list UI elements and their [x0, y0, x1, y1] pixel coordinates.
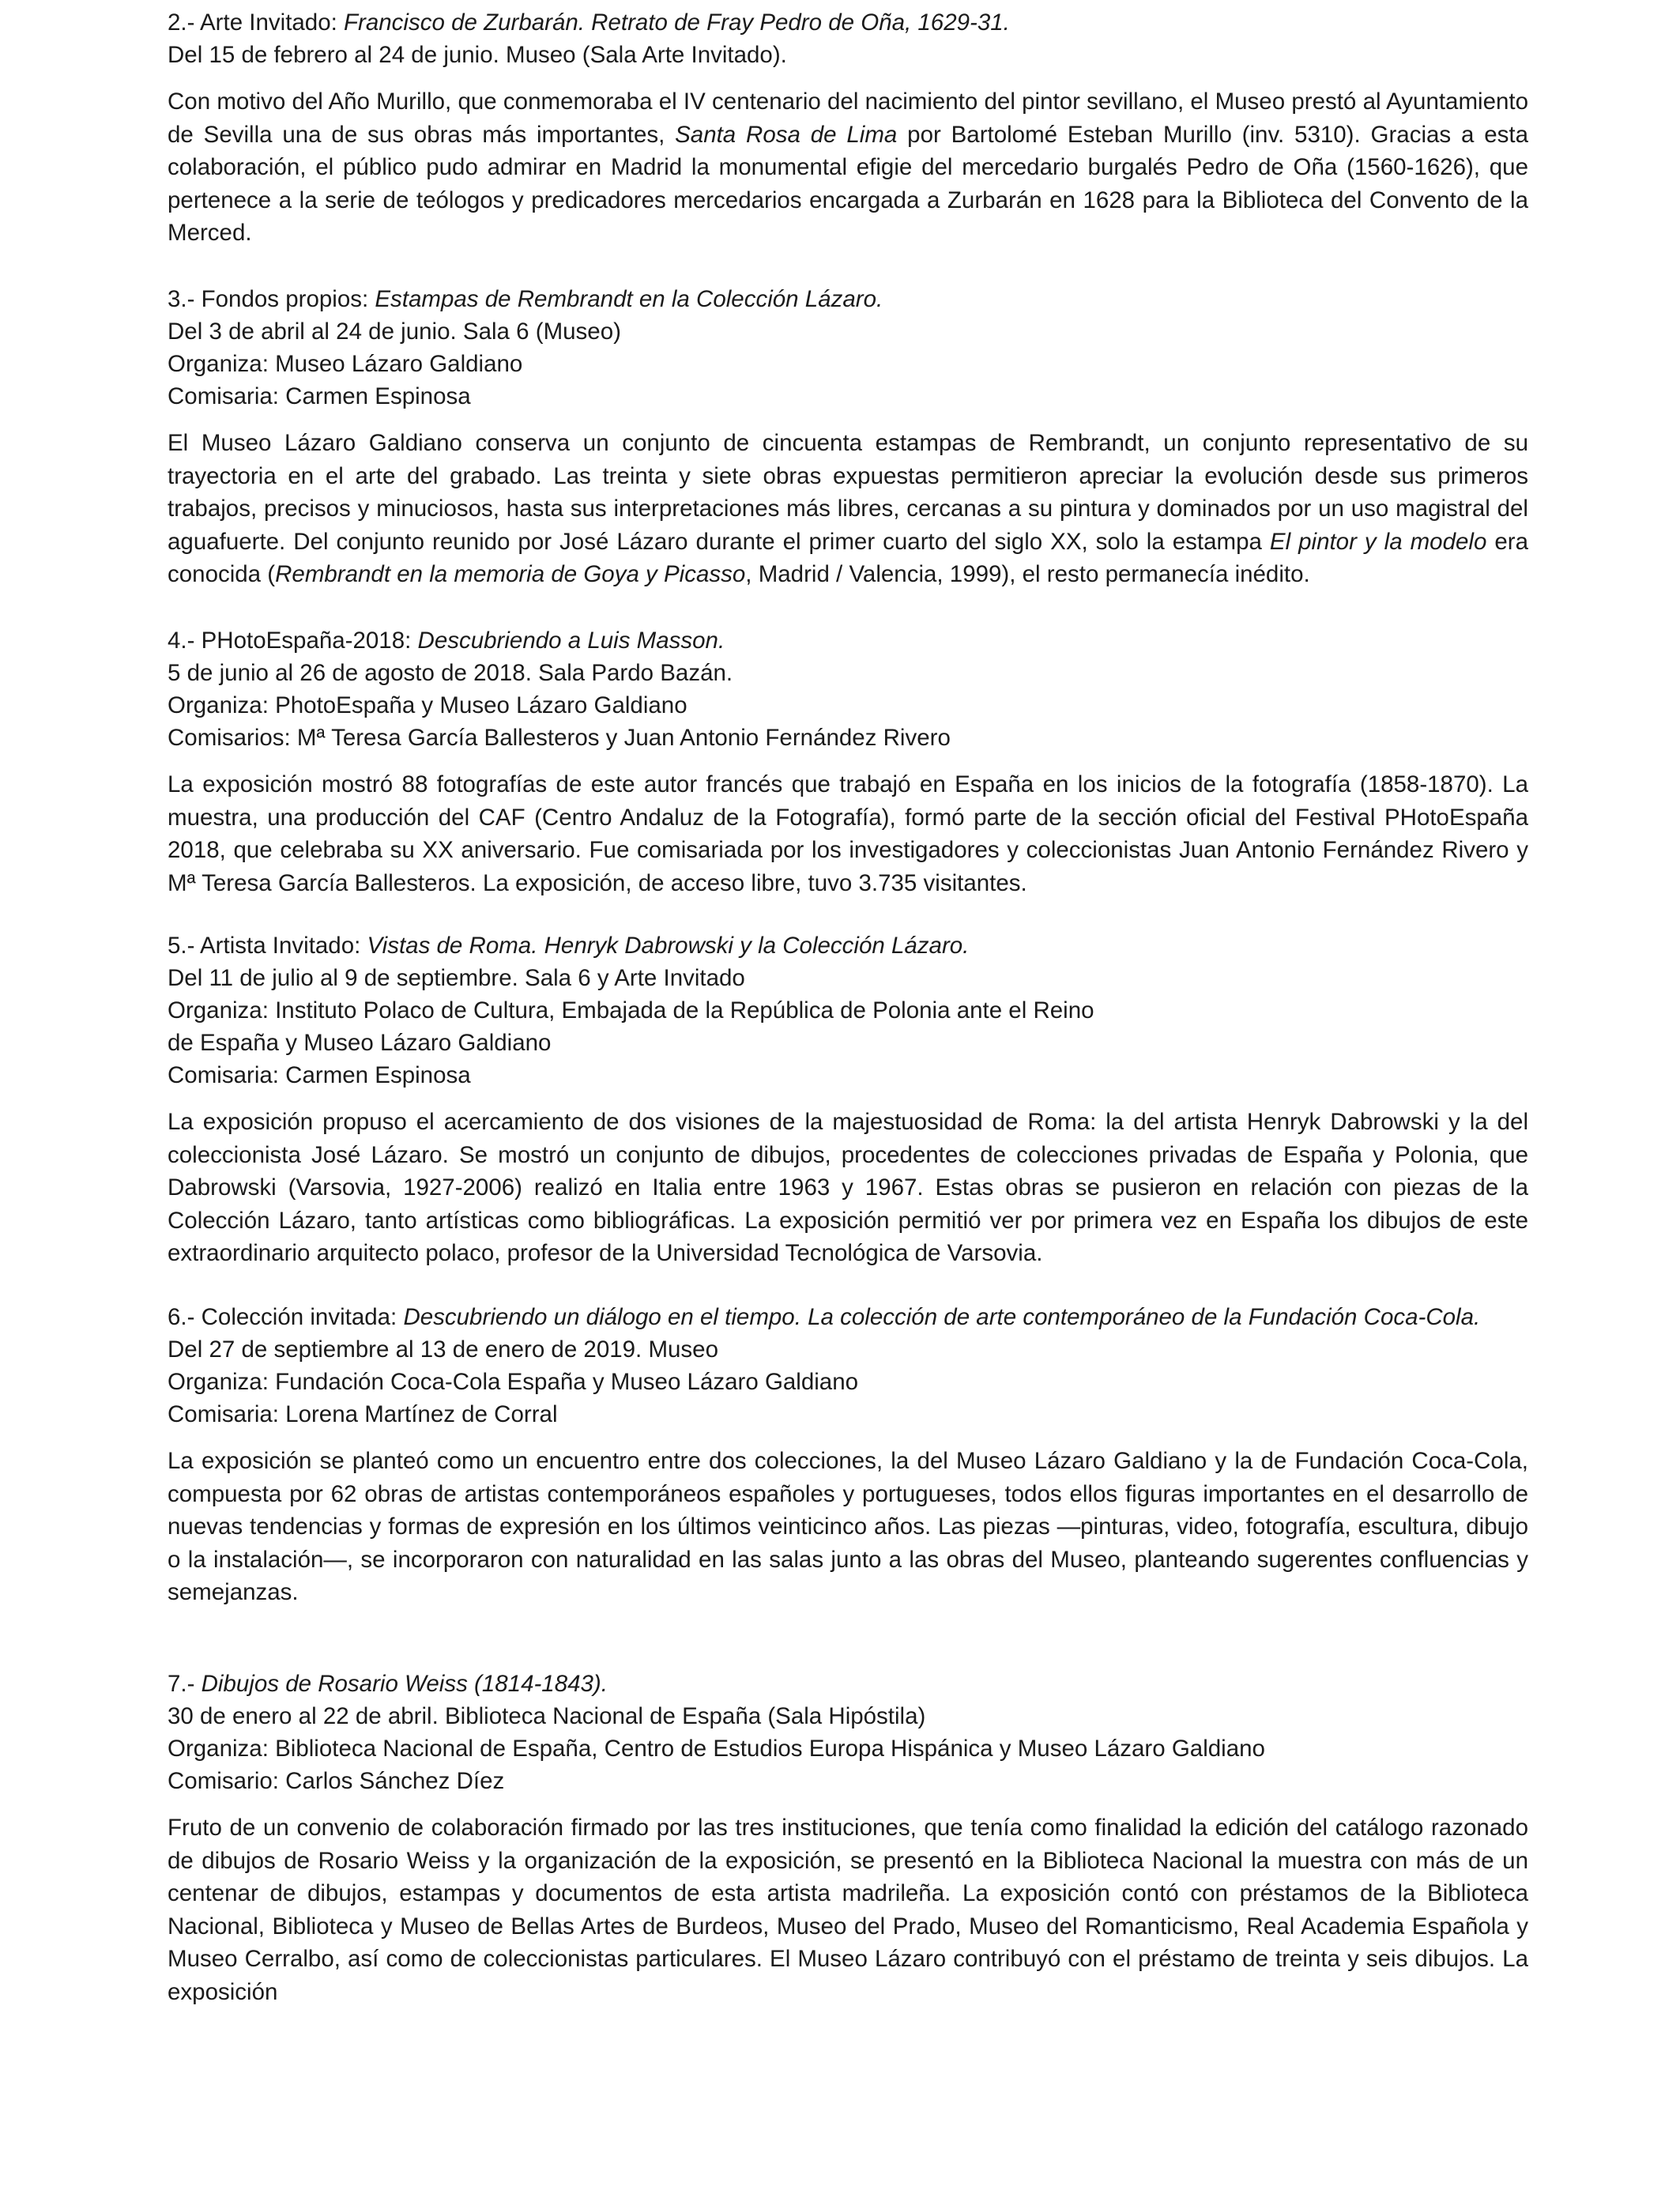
section-dates: Del 15 de febrero al 24 de junio. Museo (Sala Arte Invitado). [168, 42, 787, 68]
section-body: Fruto de un convenio de colaboración firmado por las tres instituciones, que tenía como finalidad la edición del catálogo razonado de dibujos de Rosario Weiss y la organización de la exposición, se presentó en la Biblioteca Nacional la muestra con más de un centenar de dibujos, estampas y documentos de esta artista madrileña. La exposición contó con préstamos de la Biblioteca Nacional, Biblioteca y Museo de Bellas Artes de Burdeos, Museo del Prado, Museo del Romanticismo, Real Academia Española y Museo Cerralbo, así como de coleccionistas particulares. El Museo Lázaro contribuyó con el préstamo de treinta y seis dibujos. La exposición [168, 1815, 1528, 2005]
section-curator: Comisaria: Carmen Espinosa [168, 1062, 471, 1088]
section-organizer: Organiza: PhotoEspaña y Museo Lázaro Galdiano [168, 692, 687, 718]
section-heading [168, 283, 1528, 315]
section-body: El Museo Lázaro Galdiano conserva un conjunto de cincuenta estampas de Rembrandt, un conjunto representativo de su trayectoria en el arte del grabado. Las treinta y siete obras expuestas permitieron apreciar la evolución desde sus primeros trabajos, precisos y minuciosos, hasta sus interpretaciones más libres, cercanas a su pintura y dominados por un uso magistral del aguafuerte. Del conjunto reunido por José Lázaro durante el primer cuarto del siglo XX, solo la estampa El pintor y la modelo era conocida (Rembrandt en la memoria de Goya y Picasso, Madrid / Valencia, 1999), el resto permanecía inédito. [168, 430, 1528, 587]
section-dates: Del 3 de abril al 24 de junio. Sala 6 (Museo) [168, 319, 621, 345]
section-category: Fondos propios: [201, 286, 375, 312]
section-title: Descubriendo a Luis Masson. [417, 628, 725, 654]
section-body: Con motivo del Año Murillo, que conmemoraba el IV centenario del nacimiento del pintor sevillano, el Museo prestó al Ayuntamiento de Sevilla una de sus obras más importantes, Santa Rosa de Lima por Bartolomé Esteban Murillo (inv. 5310). Gracias a esta colaboración, el público pudo admirar en Madrid la monumental efigie del mercedario burgalés Pedro de Oña (1560-1626), que pertenece a la serie de teólogos y predicadores mercedarios encargada a Zurbarán en 1628 para la Biblioteca del Convento de la Merced. [168, 89, 1528, 246]
section-heading [168, 1668, 1528, 1700]
section-heading [168, 6, 1528, 39]
section-number: 2.- [168, 9, 200, 36]
section-heading [168, 1301, 1528, 1333]
section-2 [168, 6, 1528, 250]
section-4 [168, 624, 1528, 899]
section-heading [168, 624, 1528, 657]
publication-title: Rembrandt en la memoria de Goya y Picasso [275, 561, 746, 587]
section-curator: Comisaria: Lorena Martínez de Corral [168, 1401, 558, 1427]
section-number: 7.- [168, 1671, 202, 1697]
section-dates: 30 de enero al 22 de abril. Biblioteca Nacional de España (Sala Hipóstila) [168, 1703, 926, 1729]
section-heading [168, 929, 1528, 962]
section-title: Francisco de Zurbarán. Retrato de Fray Pedro de Oña, 1629-31. [344, 9, 1010, 36]
section-5 [168, 929, 1528, 1270]
section-7 [168, 1668, 1528, 2008]
section-curator: Comisario: Carlos Sánchez Díez [168, 1768, 505, 1794]
section-number: 5.- [168, 933, 200, 959]
section-dates: Del 27 de septiembre al 13 de enero de 2019. Museo [168, 1336, 718, 1363]
section-organizer-continued: de España y Museo Lázaro Galdiano [168, 1030, 552, 1056]
section-number: 6.- [168, 1304, 202, 1330]
section-category: Arte Invitado: [200, 9, 345, 36]
section-organizer: Organiza: Fundación Coca-Cola España y Museo Lázaro Galdiano [168, 1369, 859, 1395]
section-dates: 5 de junio al 26 de agosto de 2018. Sala Pardo Bazán. [168, 660, 733, 686]
section-3 [168, 283, 1528, 591]
section-title: Descubriendo un diálogo en el tiempo. La colección de arte contemporáneo de la Fundación Coca-Cola. [403, 1304, 1481, 1330]
section-organizer: Organiza: Instituto Polaco de Cultura, Embajada de la República de Polonia ante el Reino [168, 997, 1094, 1023]
artwork-title: Santa Rosa de Lima [675, 121, 898, 148]
section-body: La exposición mostró 88 fotografías de este autor francés que trabajó en España en los inicios de la fotografía (1858-1870). La muestra, una producción del CAF (Centro Andaluz de la Fotografía), formó parte de la sección oficial del Festival PHotoEspaña 2018, que celebraba su XX aniversario. Fue comisariada por los investigadores y coleccionistas Juan Antonio Fernández Rivero y Mª Teresa García Ballesteros. La exposición, de acceso libre, tuvo 3.735 visitantes. [168, 771, 1528, 896]
section-category: PHotoEspaña-2018: [201, 628, 418, 654]
section-category: Artista Invitado: [200, 933, 367, 959]
section-body: La exposición se planteó como un encuentro entre dos colecciones, la del Museo Lázaro Galdiano y la de Fundación Coca-Cola, compuesta por 62 obras de artistas contemporáneos españoles y portugueses, todos ellos figuras importantes en el desarrollo de nuevas tendencias y formas de expresión en los últimos veinticinco años. Las piezas —pinturas, video, fotografía, escultura, dibujo o la instalación—, se incorporaron con naturalidad en las salas junto a las obras del Museo, planteando sugerentes confluencias y semejanzas. [168, 1448, 1528, 1605]
section-number: 4.- [168, 628, 202, 654]
section-title: Estampas de Rembrandt en la Colección Lázaro. [375, 286, 883, 312]
artwork-title: El pintor y la modelo [1269, 528, 1487, 555]
section-curator: Comisarios: Mª Teresa García Ballesteros y Juan Antonio Fernández Rivero [168, 725, 951, 751]
section-curator: Comisaria: Carmen Espinosa [168, 383, 471, 409]
section-category: Colección invitada: [201, 1304, 404, 1330]
section-organizer: Organiza: Museo Lázaro Galdiano [168, 351, 523, 377]
section-title: Vistas de Roma. Henryk Dabrowski y la Colección Lázaro. [367, 933, 970, 959]
section-title: Dibujos de Rosario Weiss (1814-1843). [201, 1671, 608, 1697]
section-6 [168, 1301, 1528, 1609]
section-number: 3.- [168, 286, 202, 312]
section-organizer: Organiza: Biblioteca Nacional de España, Centro de Estudios Europa Hispánica y Museo Lázaro Galdiano [168, 1736, 1265, 1762]
section-dates: Del 11 de julio al 9 de septiembre. Sala 6 y Arte Invitado [168, 965, 745, 991]
section-body: La exposición propuso el acercamiento de dos visiones de la majestuosidad de Roma: la del artista Henryk Dabrowski y la del coleccionista José Lázaro. Se mostró un conjunto de dibujos, procedentes de colecciones privadas de España y Polonia, que Dabrowski (Varsovia, 1927-2006) realizó en Italia entre 1963 y 1967. Estas obras se pusieron en relación con piezas de la Colección Lázaro, tanto artísticas como bibliográficas. La exposición permitió ver por primera vez en España los dibujos de este extraordinario arquitecto polaco, profesor de la Universidad Tecnológica de Varsovia. [168, 1109, 1528, 1266]
